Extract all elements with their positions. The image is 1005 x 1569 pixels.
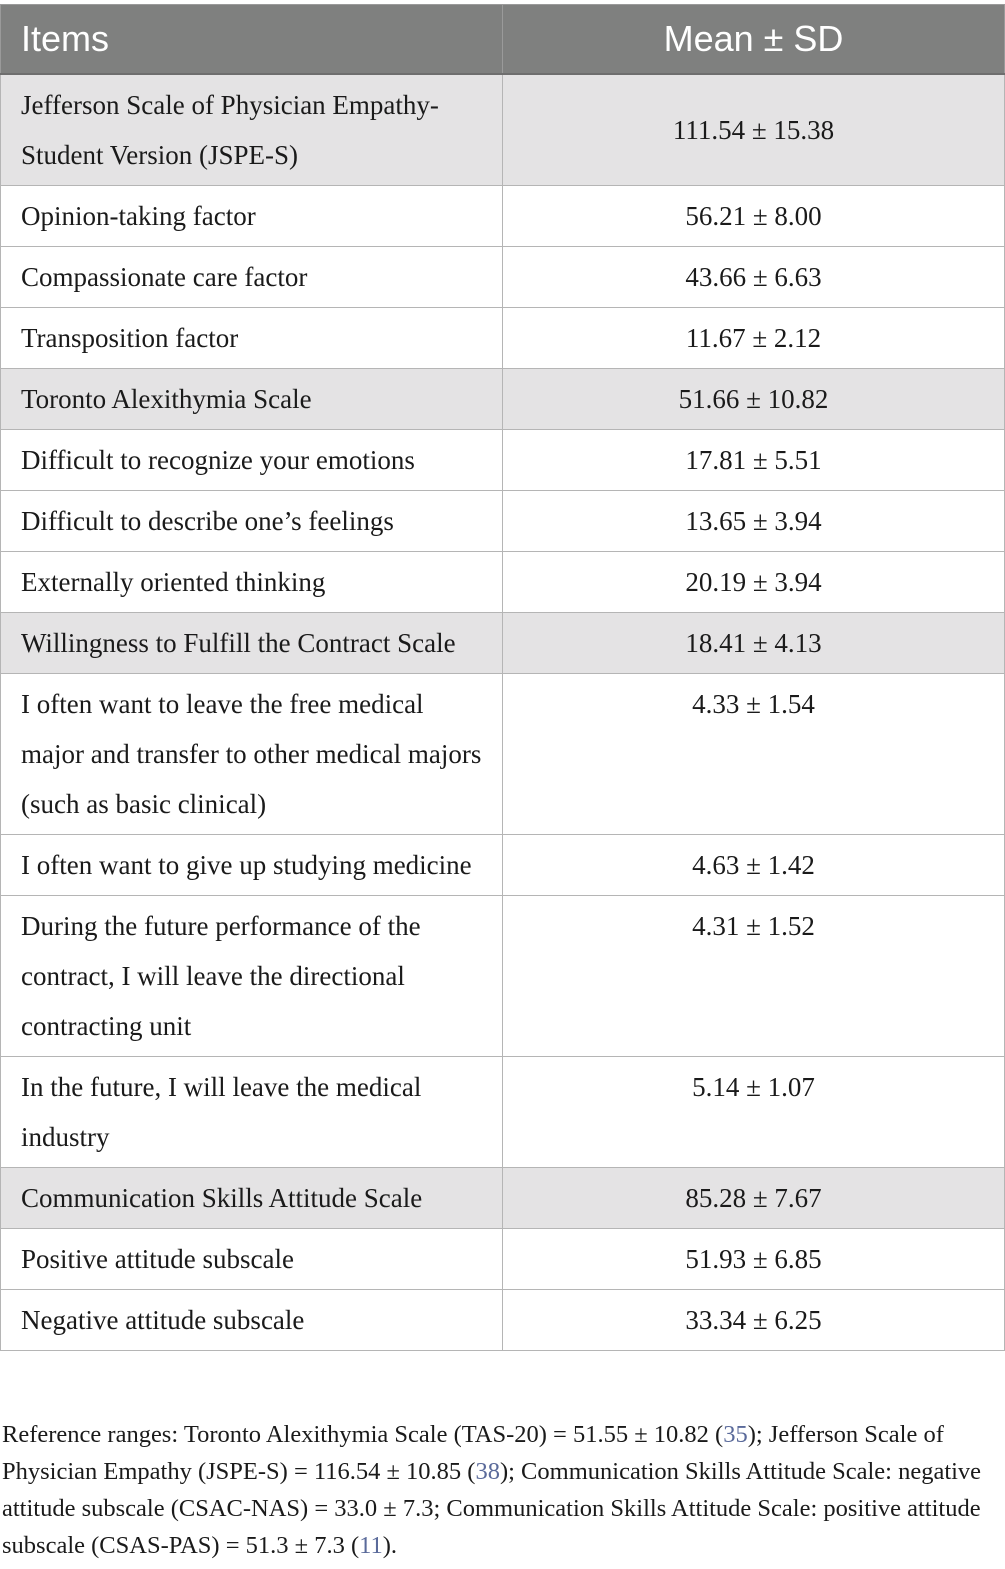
row-item-label: I often want to leave the free medical major and transfer to other medical majors (such as basic clinical)	[1, 674, 503, 835]
row-item-value: 4.31 ± 1.52	[503, 896, 1005, 1057]
row-item-label: Opinion-taking factor	[1, 186, 503, 247]
table-row	[1, 674, 1005, 835]
table-row	[1, 430, 1005, 491]
statistics-table	[0, 4, 1005, 1351]
footnote-text: ); Jefferson Scale of Physician Empathy (JSPE-S) = 116.54 ± 10.85 (	[2, 1421, 944, 1485]
table-row	[1, 186, 1005, 247]
row-item-label: Difficult to describe one’s feelings	[1, 491, 503, 552]
row-item-value: 4.63 ± 1.42	[503, 835, 1005, 896]
row-item-label: Communication Skills Attitude Scale	[1, 1168, 503, 1229]
table-row	[1, 491, 1005, 552]
row-item-label: Transposition factor	[1, 308, 503, 369]
table-footnote	[2, 1416, 992, 1564]
table-row	[1, 896, 1005, 1057]
table-row	[1, 1057, 1005, 1168]
row-item-value: 13.65 ± 3.94	[503, 491, 1005, 552]
row-item-label: Toronto Alexithymia Scale	[1, 369, 503, 430]
row-item-label: Negative attitude subscale	[1, 1290, 503, 1351]
table-row	[1, 308, 1005, 369]
table-row-tas	[1, 369, 1005, 430]
table-row	[1, 247, 1005, 308]
reference-link[interactable]: 38	[475, 1458, 500, 1485]
row-item-value: 5.14 ± 1.07	[503, 1057, 1005, 1168]
row-item-value: 18.41 ± 4.13	[503, 613, 1005, 674]
row-item-label: In the future, I will leave the medical industry	[1, 1057, 503, 1168]
table-row	[1, 1229, 1005, 1290]
table-row	[1, 1290, 1005, 1351]
row-item-label: Compassionate care factor	[1, 247, 503, 308]
table-row-csas	[1, 1168, 1005, 1229]
reference-link[interactable]: 35	[723, 1421, 748, 1448]
row-item-value: 111.54 ± 15.38	[503, 74, 1005, 186]
row-item-value: 56.21 ± 8.00	[503, 186, 1005, 247]
footnote-text: ); Communication Skills Attitude Scale: negative attitude subscale (CSAC-NAS) = 33.0 ± 7.3; Communication Skills Attitude Scale: positive attitude subscale (CSAS-PAS) = 51.3 ± 7.3 (	[2, 1458, 982, 1559]
table-row-jspe	[1, 74, 1005, 186]
row-item-value: 43.66 ± 6.63	[503, 247, 1005, 308]
table-row-contract	[1, 613, 1005, 674]
row-item-label: Jefferson Scale of Physician Empathy-Student Version (JSPE-S)	[1, 74, 503, 186]
row-item-label: During the future performance of the contract, I will leave the directional contracting unit	[1, 896, 503, 1057]
row-item-value: 85.28 ± 7.67	[503, 1168, 1005, 1229]
row-item-value: 33.34 ± 6.25	[503, 1290, 1005, 1351]
row-item-label: Positive attitude subscale	[1, 1229, 503, 1290]
row-item-value: 11.67 ± 2.12	[503, 308, 1005, 369]
column-header-mean-sd: Mean ± SD	[503, 5, 1005, 75]
table-row	[1, 552, 1005, 613]
table-header-row	[1, 5, 1005, 75]
row-item-label: Difficult to recognize your emotions	[1, 430, 503, 491]
footnote-text: ).	[382, 1532, 398, 1559]
row-item-value: 20.19 ± 3.94	[503, 552, 1005, 613]
row-item-value: 17.81 ± 5.51	[503, 430, 1005, 491]
row-item-label: I often want to give up studying medicine	[1, 835, 503, 896]
row-item-label: Externally oriented thinking	[1, 552, 503, 613]
row-item-value: 51.66 ± 10.82	[503, 369, 1005, 430]
table-row	[1, 835, 1005, 896]
reference-link[interactable]: 11	[359, 1532, 383, 1559]
column-header-items: Items	[1, 5, 503, 75]
row-item-label: Willingness to Fulfill the Contract Scale	[1, 613, 503, 674]
row-item-value: 51.93 ± 6.85	[503, 1229, 1005, 1290]
row-item-value: 4.33 ± 1.54	[503, 674, 1005, 835]
footnote-text: Reference ranges: Toronto Alexithymia Scale (TAS-20) = 51.55 ± 10.82 (	[2, 1421, 724, 1448]
